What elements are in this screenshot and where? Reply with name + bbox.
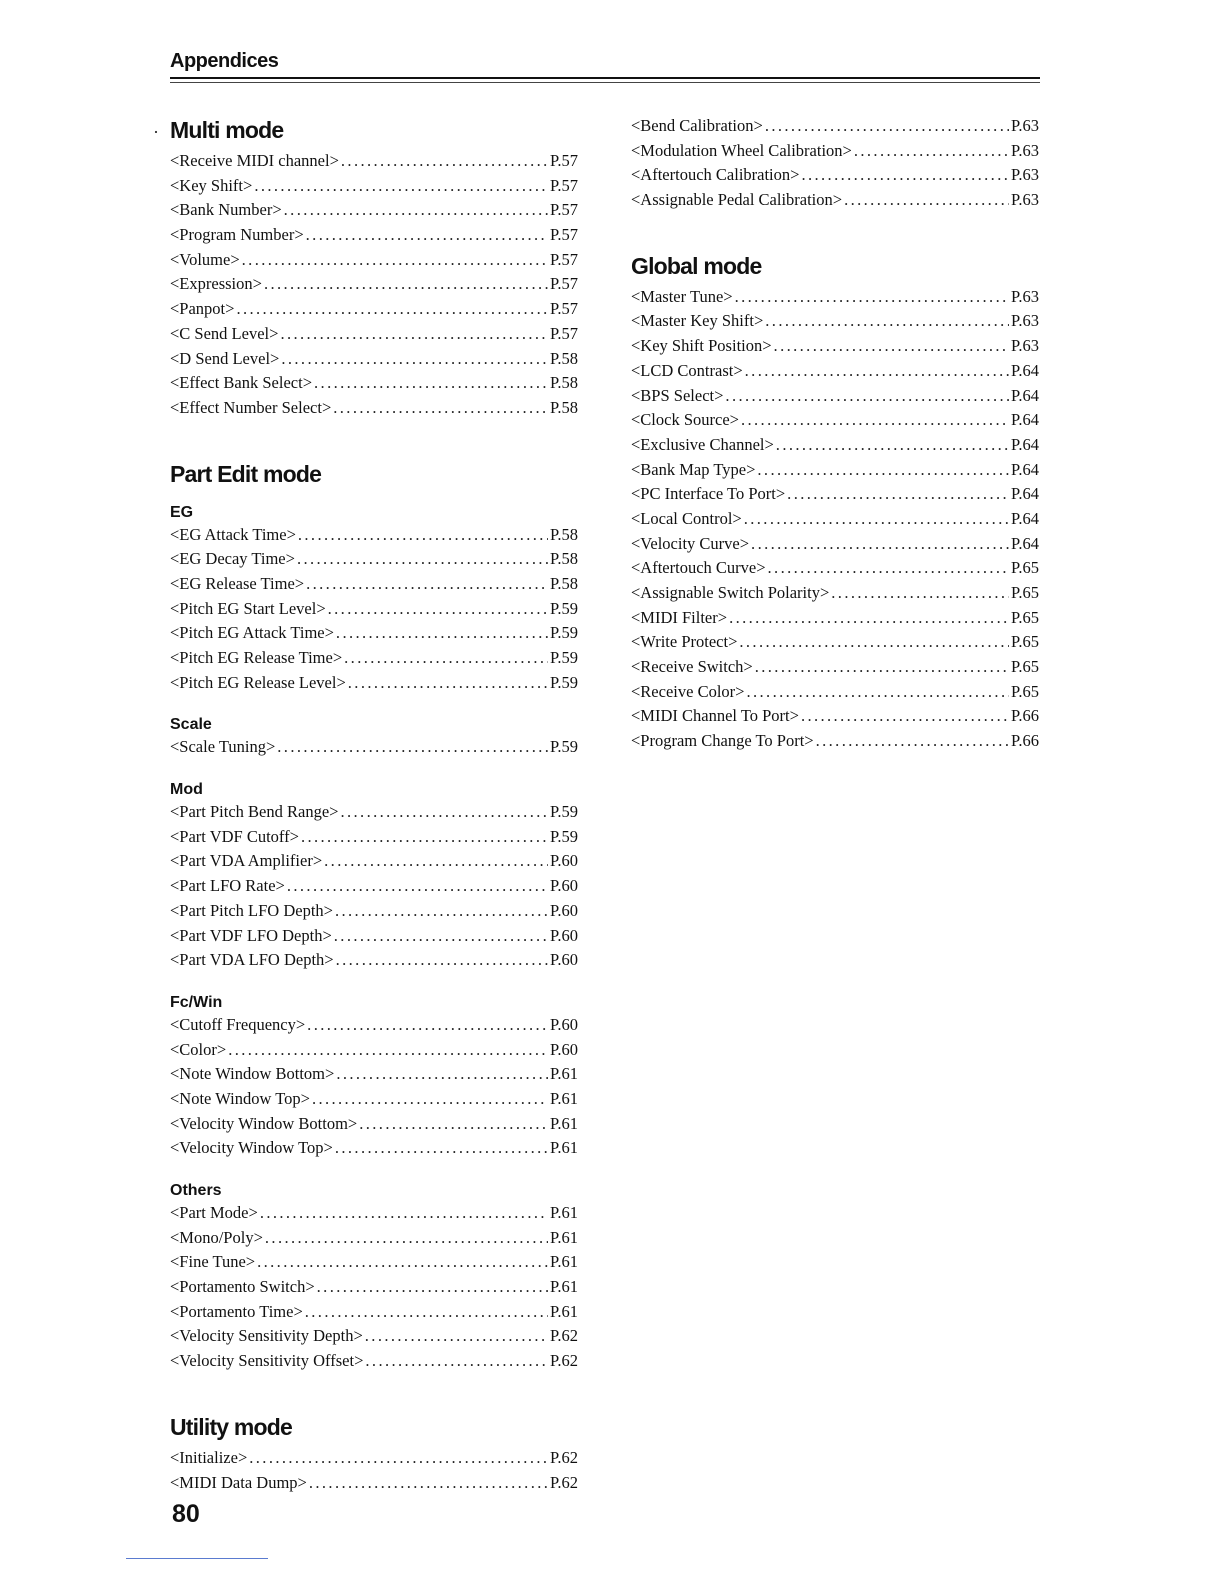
toc-entry (631, 655, 1039, 680)
toc-entry (170, 396, 578, 421)
toc-entry-label: <Assignable Switch Polarity> (631, 583, 830, 602)
toc-entry-label: <Velocity Sensitivity Depth> (170, 1326, 363, 1346)
toc-entry-label: <Bend Calibration> (631, 116, 763, 135)
toc-entry (170, 899, 578, 924)
toc-entry-page: P.58 (550, 549, 578, 569)
toc-entry-label: <D Send Level> (170, 348, 280, 368)
toc-entry (631, 606, 1039, 631)
toc-entry (170, 297, 578, 322)
toc-entry-label: <Note Window Top> (170, 1088, 310, 1108)
subsection-title-mod: Mod (170, 781, 203, 799)
toc-entry (631, 581, 1039, 606)
toc-entry-label: <Part LFO Rate> (170, 876, 285, 896)
toc-entry-page: P.64 (1011, 410, 1039, 430)
toc-entry-page: P.62 (550, 1326, 578, 1346)
toc-entry-label: <Color> (170, 1039, 227, 1059)
toc-entry-label: <Velocity Sensitivity Offset> (170, 1351, 364, 1371)
toc-entry-page: P.60 (550, 950, 578, 970)
dot-leader (298, 523, 548, 548)
toc-entry-label: <Velocity Curve> (631, 533, 750, 553)
dot-leader (768, 556, 1009, 581)
dot-leader (341, 149, 548, 174)
toc-entry-label: <Velocity Window Bottom> (170, 1113, 358, 1133)
dot-leader (265, 1226, 548, 1251)
dot-leader (725, 384, 1009, 409)
dot-leader (249, 1446, 548, 1471)
toc-entry-page: P.64 (1011, 459, 1039, 479)
toc-entry-label: <PC Interface To Port> (631, 484, 786, 504)
toc-entry-page: P.65 (1011, 583, 1039, 602)
toc-entry-page: P.64 (1011, 533, 1039, 553)
dot-leader (297, 547, 548, 572)
dot-leader (306, 572, 548, 597)
dot-leader (280, 322, 548, 347)
toc-entry-page: P.57 (550, 299, 578, 319)
toc-entry (631, 630, 1039, 655)
toc-entry (631, 114, 1039, 139)
toc-entry (170, 735, 578, 760)
dot-leader (729, 606, 1009, 631)
toc-entry (170, 1087, 578, 1112)
toc-entry-label: <Part Pitch LFO Depth> (170, 900, 333, 920)
toc-entry-page: P.63 (1011, 311, 1039, 331)
dot-leader (257, 1250, 548, 1275)
toc-entry-label: <C Send Level> (170, 323, 279, 343)
dot-leader (277, 735, 548, 760)
toc-entry (170, 1062, 578, 1087)
toc-entry (631, 507, 1039, 532)
toc-entry (170, 1038, 578, 1063)
toc-entry-label: <Panpot> (170, 299, 235, 319)
toc-entry-page: P.58 (550, 397, 578, 417)
toc-entry-page: P.59 (550, 737, 578, 757)
toc-entry-label: <Cutoff Frequency> (170, 1014, 306, 1034)
section-title-global-mode: Global mode (631, 252, 762, 279)
dot-leader (765, 114, 1009, 139)
toc-entry-label: <LCD Contrast> (631, 360, 743, 380)
toc-entry (631, 163, 1039, 188)
toc-entry-page: P.65 (1011, 607, 1039, 627)
dot-leader (741, 408, 1009, 433)
toc-entry-label: <Modulation Wheel Calibration> (631, 140, 852, 160)
dot-leader (344, 646, 548, 671)
toc-entry-page: P.57 (550, 151, 578, 170)
toc-entry-label: <Clock Source> (631, 410, 739, 430)
dot-leader (242, 248, 548, 273)
subsection-title-eg: EG (170, 503, 194, 521)
utility-mode-list (170, 1446, 578, 1495)
toc-entry-page: P.61 (550, 1064, 578, 1084)
toc-entry-label: <Part VDA Amplifier> (170, 851, 323, 871)
toc-entry-page: P.57 (550, 225, 578, 245)
toc-entry (170, 1471, 578, 1496)
toc-entry (170, 646, 578, 671)
section-title-utility-mode: Utility mode (170, 1413, 293, 1440)
toc-entry (170, 825, 578, 850)
toc-entry-label: <Assignable Pedal Calibration> (631, 190, 843, 210)
toc-entry-label: <Program Number> (170, 225, 304, 245)
toc-entry (170, 174, 578, 199)
right-column (631, 114, 1039, 754)
toc-entry-page: P.65 (1011, 681, 1039, 701)
toc-entry-page: P.57 (550, 274, 578, 294)
toc-entry (631, 359, 1039, 384)
toc-entry (170, 621, 578, 646)
toc-entry-label: <MIDI Channel To Port> (631, 706, 799, 726)
toc-entry (170, 1349, 578, 1374)
dot-leader (774, 334, 1009, 359)
toc-entry-label: <Program Change To Port> (631, 731, 814, 751)
toc-entry-page: P.57 (550, 249, 578, 269)
toc-entry-label: <Receive MIDI channel> (170, 151, 339, 170)
multi-mode-list (170, 149, 578, 421)
left-column (170, 115, 578, 1495)
toc-entry-page: P.61 (550, 1088, 578, 1108)
toc-entry-label: <Expression> (170, 274, 262, 294)
toc-entry-page: P.65 (1011, 632, 1039, 652)
toc-entry-page: P.61 (550, 1113, 578, 1133)
dot-leader (359, 1112, 548, 1137)
toc-entry (631, 680, 1039, 705)
dot-leader (324, 849, 548, 874)
dot-leader (336, 948, 548, 973)
toc-entry-label: <BPS Select> (631, 385, 724, 405)
toc-entry (170, 223, 578, 248)
toc-entry-label: <Pitch EG Release Time> (170, 648, 343, 667)
dot-leader (348, 671, 548, 696)
toc-entry-page: P.60 (550, 900, 578, 920)
toc-entry (170, 371, 578, 396)
toc-entry-page: P.62 (550, 1472, 578, 1492)
toc-entry-label: <Bank Number> (170, 200, 282, 220)
toc-entry (631, 729, 1039, 754)
toc-entry-label: <MIDI Data Dump> (170, 1472, 307, 1492)
toc-entry-label: <Pitch EG Start Level> (170, 598, 326, 618)
toc-entry-page: P.58 (550, 348, 578, 368)
dot-leader (236, 297, 548, 322)
toc-entry-label: <Part VDF Cutoff> (170, 826, 299, 846)
toc-entry-label: <Fine Tune> (170, 1252, 256, 1272)
toc-entry (631, 139, 1039, 164)
toc-entry (170, 1300, 578, 1325)
header-rule-thin (170, 82, 1040, 83)
scale-list (170, 735, 578, 760)
dot-leader (336, 1062, 548, 1087)
section-title-multi-mode: Multi mode (170, 117, 284, 143)
dot-leader (816, 729, 1009, 754)
toc-entry-label: <Aftertouch Curve> (631, 558, 766, 578)
toc-entry-label: <Receive Color> (631, 681, 745, 701)
toc-entry-page: P.65 (1011, 657, 1039, 677)
toc-entry-page: P.59 (550, 672, 578, 692)
toc-entry-page: P.61 (550, 1203, 578, 1222)
toc-entry-label: <Exclusive Channel> (631, 434, 774, 454)
dot-leader (746, 680, 1009, 705)
toc-entry (631, 285, 1039, 310)
dot-leader (340, 800, 548, 825)
others-list (170, 1201, 578, 1374)
toc-entry-page: P.64 (1011, 385, 1039, 405)
subsection-title-scale: Scale (170, 716, 212, 734)
toc-entry-label: <Key Shift> (170, 175, 253, 195)
toc-entry-page: P.63 (1011, 140, 1039, 160)
toc-entry-page: P.58 (550, 524, 578, 544)
toc-entry (170, 248, 578, 273)
toc-entry-page: P.57 (550, 323, 578, 343)
toc-entry-page: P.64 (1011, 434, 1039, 454)
dot-leader (336, 621, 548, 646)
toc-entry-page: P.61 (550, 1301, 578, 1321)
toc-entry-label: <Velocity Window Top> (170, 1138, 333, 1158)
toc-entry (170, 1324, 578, 1349)
dot-leader (765, 309, 1009, 334)
dot-leader (264, 272, 548, 297)
eg-list (170, 523, 578, 696)
toc-entry (631, 458, 1039, 483)
dot-leader (306, 223, 548, 248)
toc-entry (170, 1226, 578, 1251)
toc-entry-label: <Portamento Time> (170, 1301, 303, 1321)
global-mode-list (631, 285, 1039, 754)
toc-entry-label: <Write Protect> (631, 632, 738, 652)
toc-entry (170, 1013, 578, 1038)
dot-leader (787, 482, 1009, 507)
dot-leader (801, 704, 1009, 729)
toc-entry-label: <Effect Number Select> (170, 397, 332, 417)
toc-entry-label: <Aftertouch Calibration> (631, 165, 800, 185)
toc-entry (170, 874, 578, 899)
toc-entry-page: P.63 (1011, 116, 1039, 135)
toc-entry (170, 1446, 578, 1471)
toc-entry-label: <Effect Bank Select> (170, 373, 313, 393)
toc-entry (170, 1112, 578, 1137)
dot-leader (307, 1013, 548, 1038)
toc-entry (170, 347, 578, 372)
toc-entry (170, 523, 578, 548)
toc-entry (170, 547, 578, 572)
toc-entry-page: P.60 (550, 1014, 578, 1034)
mod-list (170, 800, 578, 973)
toc-entry (170, 1250, 578, 1275)
subsection-title-fc-win: Fc/Win (170, 993, 223, 1011)
toc-entry (170, 572, 578, 597)
dot-leader (831, 581, 1009, 606)
toc-entry-page: P.59 (550, 648, 578, 667)
toc-entry (170, 800, 578, 825)
toc-entry-page: P.61 (550, 1138, 578, 1158)
dot-leader (287, 874, 548, 899)
dot-leader (312, 1087, 548, 1112)
toc-entry (170, 322, 578, 347)
toc-entry-label: <Master Tune> (631, 286, 733, 306)
toc-entry (170, 1136, 578, 1161)
toc-entry-page: P.63 (1011, 336, 1039, 356)
subsection-title-others: Others (170, 1182, 222, 1199)
toc-entry (170, 671, 578, 696)
toc-entry-page: P.62 (550, 1351, 578, 1371)
toc-entry (170, 198, 578, 223)
toc-entry (631, 188, 1039, 213)
toc-entry-page: P.58 (550, 373, 578, 393)
toc-entry-page: P.60 (550, 925, 578, 945)
dot-leader (751, 532, 1009, 557)
dot-leader (317, 1275, 548, 1300)
toc-entry-label: <Note Window Bottom> (170, 1064, 335, 1084)
toc-entry-page: P.61 (550, 1227, 578, 1247)
dot-leader (260, 1201, 548, 1226)
dot-leader (281, 347, 548, 372)
toc-entry (170, 597, 578, 622)
toc-entry-label: <Scale Tuning> (170, 737, 276, 757)
bullet-mark: · (153, 122, 159, 142)
dot-leader (757, 458, 1009, 483)
toc-entry (631, 482, 1039, 507)
toc-entry-page: P.64 (1011, 360, 1039, 380)
dot-leader (735, 285, 1009, 310)
toc-entry-label: <Master Key Shift> (631, 311, 764, 331)
toc-entry (170, 149, 578, 174)
toc-entry (170, 924, 578, 949)
toc-entry-label: <Key Shift Position> (631, 336, 772, 356)
fc-win-list (170, 1013, 578, 1161)
dot-leader (335, 899, 548, 924)
toc-entry-page: P.61 (550, 1277, 578, 1297)
toc-entry-page: P.61 (550, 1252, 578, 1272)
toc-entry-label: <Part VDF LFO Depth> (170, 925, 332, 945)
dot-leader (301, 825, 548, 850)
toc-entry-page: P.66 (1011, 731, 1039, 751)
toc-entry-page: P.63 (1011, 286, 1039, 306)
toc-entry-label: <Mono/Poly> (170, 1227, 263, 1247)
dot-leader (333, 396, 548, 421)
toc-entry (631, 334, 1039, 359)
toc-entry-label: <Volume> (170, 249, 240, 269)
dot-leader (309, 1471, 548, 1496)
footer-rule (126, 1558, 268, 1559)
dot-leader (314, 371, 548, 396)
calibration-list (631, 114, 1039, 213)
toc-entry-label: <EG Release Time> (170, 573, 305, 593)
dot-leader (365, 1324, 548, 1349)
toc-entry-page: P.64 (1011, 484, 1039, 504)
dot-leader (228, 1038, 548, 1063)
toc-entry-page: P.65 (1011, 558, 1039, 578)
toc-entry (170, 1201, 578, 1226)
toc-entry-label: <MIDI Filter> (631, 607, 728, 627)
toc-entry-label: <Portamento Switch> (170, 1277, 315, 1297)
section-title-part-edit-mode: Part Edit mode (170, 460, 322, 487)
dot-leader (335, 1136, 548, 1161)
toc-entry-page: P.66 (1011, 706, 1039, 726)
toc-entry-page: P.63 (1011, 165, 1039, 185)
toc-entry-label: <Part Mode> (170, 1203, 258, 1222)
toc-entry-page: P.59 (550, 826, 578, 846)
toc-entry-page: P.64 (1011, 508, 1039, 528)
toc-entry-label: <Pitch EG Release Level> (170, 672, 346, 692)
toc-entry-page: P.57 (550, 200, 578, 220)
dot-leader (365, 1349, 548, 1374)
dot-leader (776, 433, 1009, 458)
toc-entry-page: P.60 (550, 1039, 578, 1059)
toc-entry-page: P.59 (550, 802, 578, 822)
dot-leader (801, 163, 1009, 188)
toc-entry-label: <EG Attack Time> (170, 524, 296, 544)
toc-entry-page: P.63 (1011, 190, 1039, 210)
page-header-title: Appendices (170, 50, 279, 72)
toc-entry-label: <Initialize> (170, 1447, 248, 1467)
toc-entry-page: P.59 (550, 598, 578, 618)
toc-entry (170, 849, 578, 874)
toc-entry-label: <EG Decay Time> (170, 549, 295, 569)
dot-leader (739, 630, 1009, 655)
dot-leader (284, 198, 548, 223)
toc-entry (170, 1275, 578, 1300)
toc-entry-label: <Part Pitch Bend Range> (170, 802, 339, 822)
toc-entry-page: P.57 (550, 175, 578, 195)
toc-entry (631, 556, 1039, 581)
toc-entry (631, 408, 1039, 433)
toc-entry (170, 948, 578, 973)
toc-entry-label: <Receive Switch> (631, 657, 753, 677)
toc-entry (631, 433, 1039, 458)
dot-leader (334, 924, 548, 949)
toc-entry (631, 309, 1039, 334)
toc-entry-label: <Pitch EG Attack Time> (170, 623, 334, 643)
dot-leader (745, 359, 1009, 384)
toc-entry-page: P.60 (550, 876, 578, 896)
dot-leader (854, 139, 1009, 164)
dot-leader (328, 597, 548, 622)
header-rule (170, 77, 1040, 79)
toc-entry-label: <Local Control> (631, 508, 742, 528)
dot-leader (305, 1300, 548, 1325)
toc-entry (170, 272, 578, 297)
dot-leader (254, 174, 548, 199)
toc-entry (631, 532, 1039, 557)
page-number: 80 (172, 1500, 200, 1528)
toc-entry (631, 704, 1039, 729)
toc-entry-page: P.58 (550, 573, 578, 593)
dot-leader (844, 188, 1009, 213)
toc-entry-label: <Part VDA LFO Depth> (170, 950, 334, 970)
toc-entry-page: P.59 (550, 623, 578, 643)
toc-entry (631, 384, 1039, 409)
toc-entry-page: P.62 (550, 1447, 578, 1467)
dot-leader (744, 507, 1009, 532)
toc-entry-page: P.60 (550, 851, 578, 871)
dot-leader (755, 655, 1009, 680)
toc-entry-label: <Bank Map Type> (631, 459, 756, 479)
